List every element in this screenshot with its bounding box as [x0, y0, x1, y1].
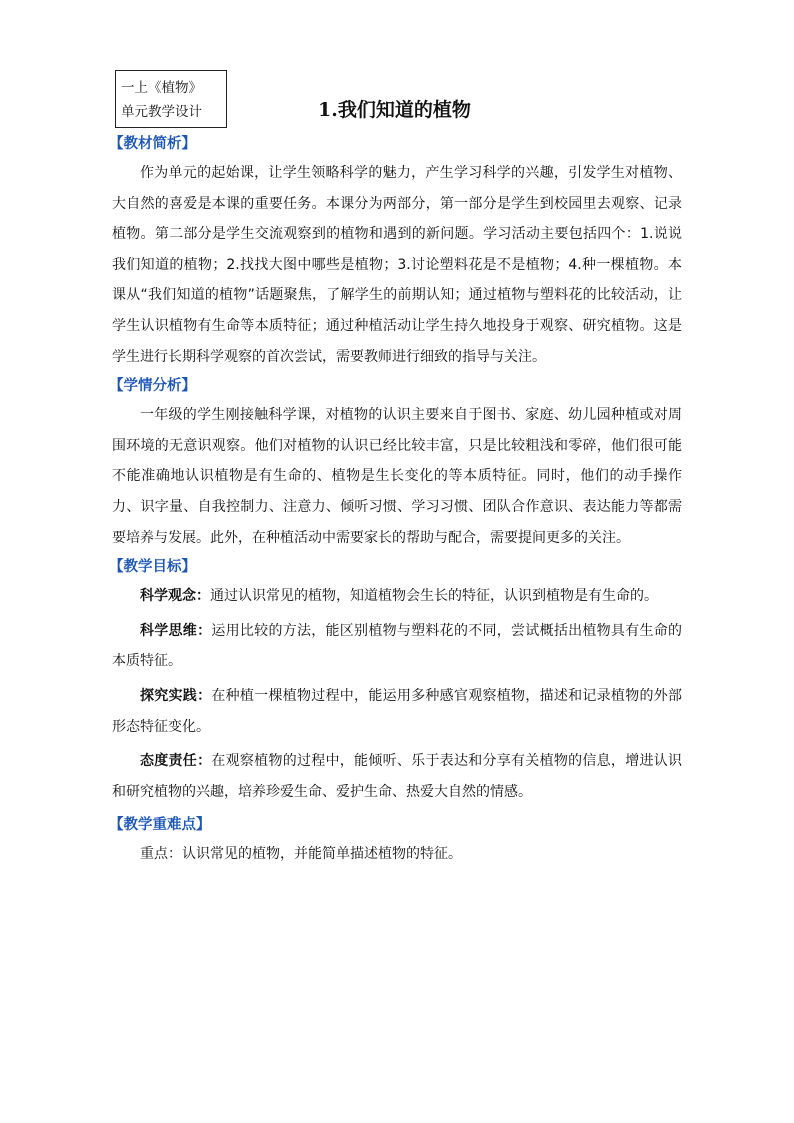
- unit-label-box: [115, 70, 227, 128]
- objective-science-concept: [112, 581, 682, 612]
- objective-text: 在观察植物的过程中，能倾听、乐于表达和分享有关植物的信息，增进认识和研究植物的兴趣，培养珍爱生命、爱护生命、热爱大自然的情感。: [112, 753, 683, 800]
- unit-label-line1: 一上《植物》: [121, 80, 202, 96]
- key-points-paragraph: 重点：认识常见的植物，并能简单描述植物的特征。: [140, 846, 462, 863]
- section-heading-key-points: 【教学重难点】: [109, 817, 211, 834]
- objective-lead: 探究实践：: [140, 687, 212, 704]
- section-heading-textbook: 【教材简析】: [109, 136, 196, 152]
- section-heading-objectives: 【教学目标】: [109, 559, 196, 576]
- objective-text: 在种植一棵植物过程中，能运用多种感官观察植物，描述和记录植物的外部形态特征变化。: [112, 687, 683, 735]
- textbook-analysis-paragraph: 作为单元的起始课，让学生领略科学的魅力，产生学习科学的兴趣，引发学生对植物、大自然的喜爱是本课的重要任务。本课分为两部分，第一部分是学生到校园里去观察、记录植物。第二部分是学生交流观察到的植物和遇到的新问题。学习活动主要包括四个：1.说说我们知道的植物；2.找找大图中哪些是植物；3.讨论塑料花是不是植物；4.种一棵植物。本课从“我们知道的植物”话题聚焦，了解学生的前期认知；通过植物与塑料花的比较活动，让学生认识植物有生命等本质特征；通过种植活动让学生持久地投身于观察、研究植物。这是学生进行长期科学观察的首次尝试，需要教师进行细致的指导与关注。: [112, 165, 682, 365]
- objective-science-thinking: [112, 616, 682, 677]
- objective-lead: 科学思维：: [140, 622, 212, 639]
- lesson-title: 1.我们知道的植物: [318, 99, 471, 121]
- document-body: [109, 130, 683, 870]
- objective-text: 通过认识常见的植物，知道植物会生长的特征，认识到植物是有生命的。: [210, 588, 658, 605]
- objective-lead: 科学观念：: [140, 588, 210, 605]
- section-heading-students: 【学情分析】: [109, 378, 196, 395]
- student-analysis-paragraph: 一年级的学生刚接触科学课，对植物的认识主要来自于图书、家庭、幼儿园种植或对周围环境的无意识观察。他们对植物的认识已经比较丰富，只是比较粗浅和零碎，他们很可能不能准确地认识植物是有生命的、植物是生长变化的等本质特征。同时，他们的动手操作力、识字量、自我控制力、注意力、倾听习惯、学习习惯、团队合作意识、表达能力等都需要培养与发展。此外，在种植活动中需要家长的帮助与配合，需要提间更多的关注。: [112, 407, 682, 546]
- objective-attitude-responsibility: [112, 746, 682, 807]
- unit-label-line2: 单元教学设计: [121, 104, 202, 120]
- objective-text: 运用比较的方法，能区别植物与塑料花的不同，尝试概括出植物具有生命的本质特征。: [112, 622, 683, 670]
- objective-inquiry-practice: [112, 681, 682, 742]
- objective-lead: 态度责任：: [140, 753, 212, 770]
